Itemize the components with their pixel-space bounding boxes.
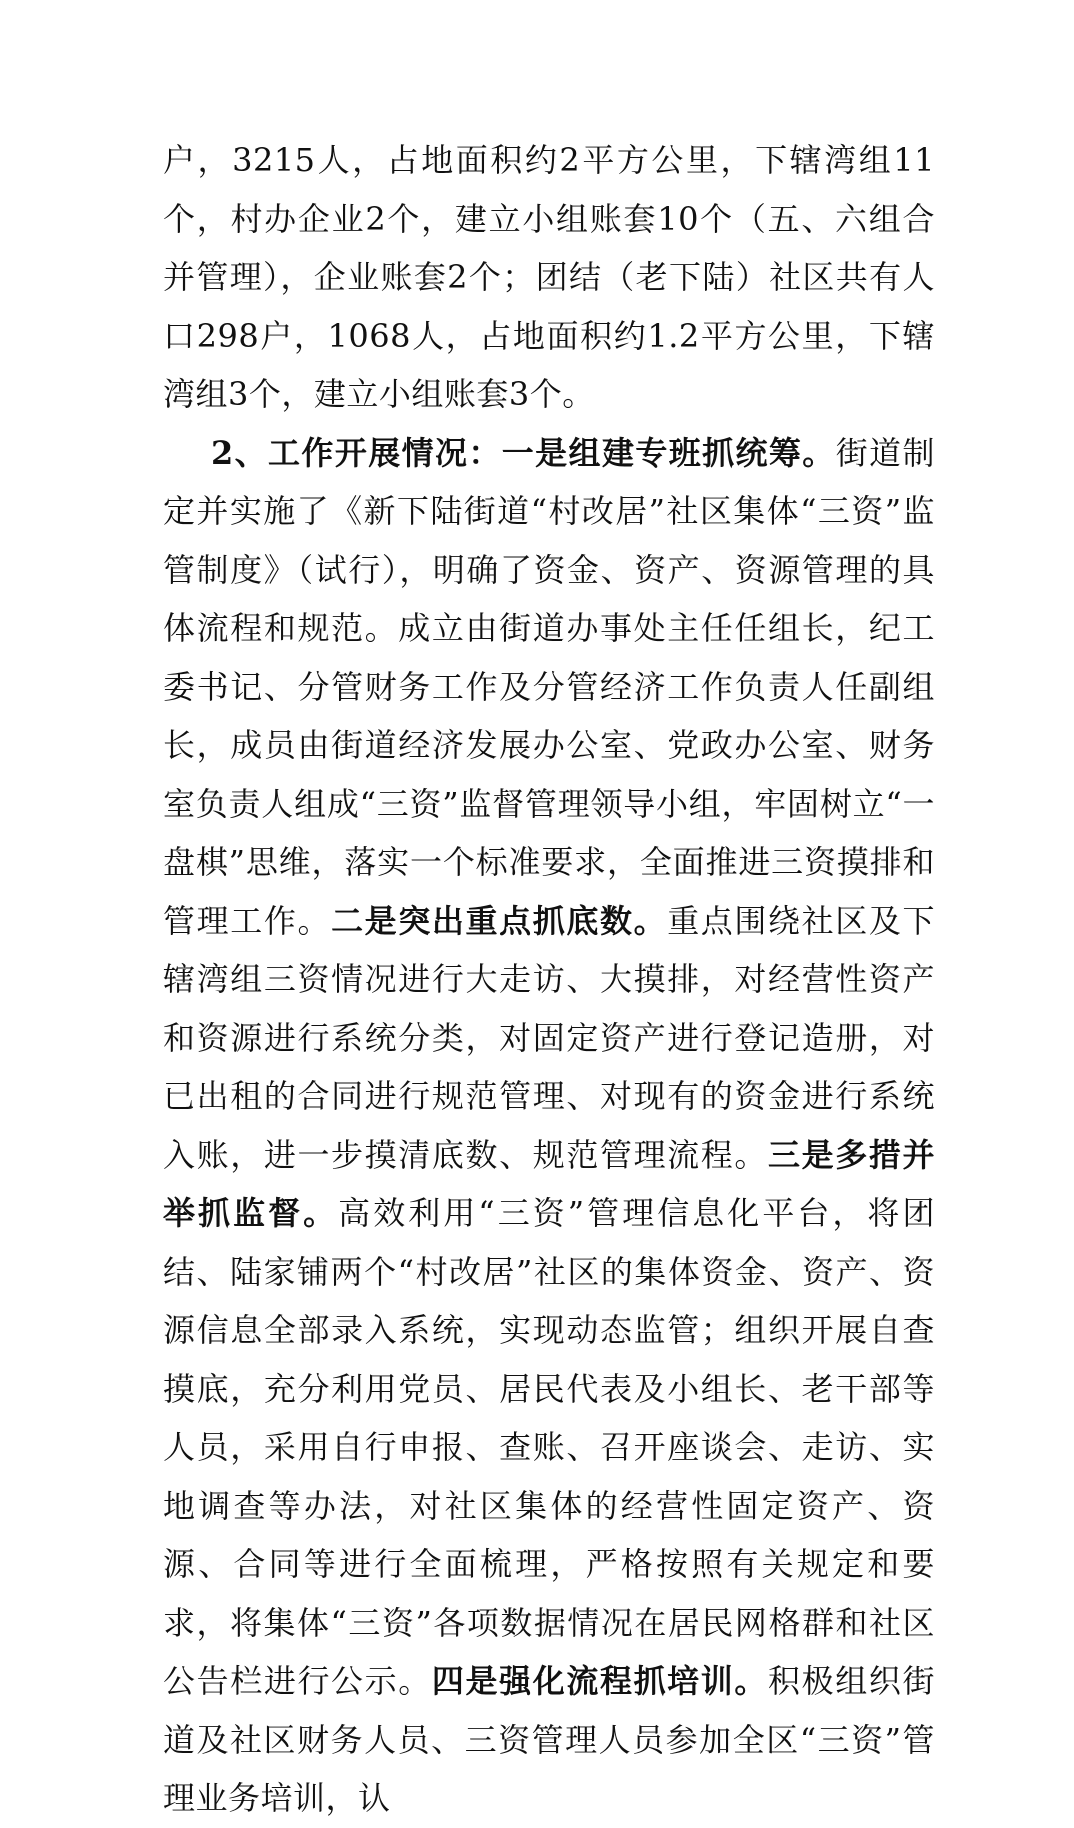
- point4-title: 四是强化流程抓培训。: [431, 1662, 769, 1700]
- point2-title: 二是突出重点抓底数。: [331, 901, 668, 940]
- paragraph-continuation: 户，3215人，占地面积约2平方公里，下辖湾组11个，村办企业2个，建立小组账套10个（五、六组合并管理），企业账套2个；团结（老下陆）社区共有人口298户，1068人，占地面积约1.2平方公里，下辖湾组3个，建立小组账套3个。: [163, 141, 935, 413]
- point1-text: 街道制定并实施了《新下陆街道“村改居”社区集体“三资”监管制度》（试行），明确了资金、资产、资源管理的具体流程和规范。成立由街道办事处主任任组长，纪工委书记、分管财务工作及分管经济工作负责人任副组长，成员由街道经济发展办公室、党政办公室、财务室负责人组成“三资”监督管理领导小组，牢固树立“一盘棋”思维，落实一个标准要求，全面推进三资摸排和管理工作。: [163, 433, 935, 940]
- point3-title: 三是多措并举抓监督。: [163, 1135, 935, 1232]
- point2-text: 重点围绕社区及下辖湾组三资情况进行大走访、大摸排，对经营性资产和资源进行系统分类，对固定资产进行登记造册，对已出租的合同进行规范管理、对现有的资金进行系统入账，进一步摸清底数、规范管理流程。: [163, 901, 935, 1174]
- body-text: [163, 131, 935, 1828]
- section-heading: 2、工作开展情况：: [211, 433, 502, 472]
- paragraph-work-progress: [163, 424, 935, 1828]
- point1-title: 一是组建专班抓统筹。: [501, 433, 836, 472]
- point4-text: 积极组织街道及社区财务人员、三资管理人员参加全区“三资”管理业务培训，认: [163, 1662, 935, 1817]
- point3-text: 高效利用“三资”管理信息化平台，将团结、陆家铺两个“村改居”社区的集体资金、资产、资源信息全部录入系统，实现动态监管；组织开展自查摸底，充分利用党员、居民代表及小组长、老干部等人员，采用自行申报、查账、召开座谈会、走访、实地调查等办法，对社区集体的经营性固定资产、资源、合同等进行全面梳理，严格按照有关规定和要求，将集体“三资”各项数据情况在居民网格群和社区公告栏进行公示。: [163, 1194, 935, 1700]
